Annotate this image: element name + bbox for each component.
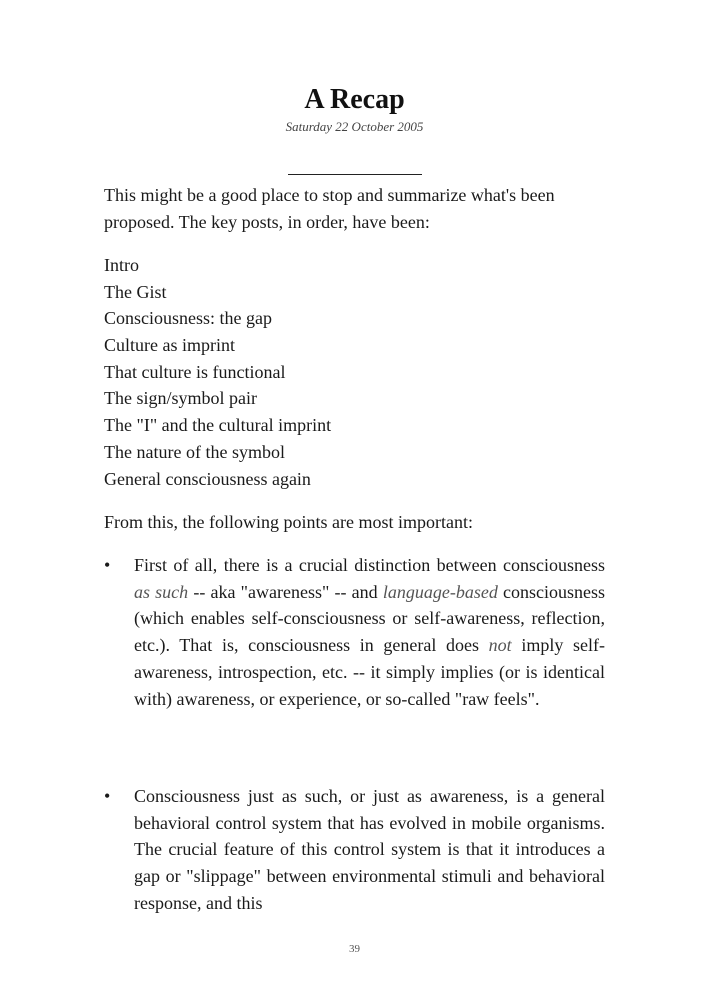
list-item: The "I" and the cultural imprint: [104, 415, 332, 436]
bullet-icon: •: [104, 786, 111, 806]
list-item: General consciousness again: [104, 468, 311, 489]
list-item: Culture as imprint: [104, 335, 235, 356]
page-title: A Recap: [304, 84, 405, 115]
list-item: That culture is functional: [104, 361, 286, 382]
post-date: Saturday 22 October 2005: [285, 119, 424, 134]
bullet-icon: •: [104, 555, 111, 575]
list-item: The sign/symbol pair: [104, 388, 257, 409]
page-number: 39: [349, 943, 360, 955]
bullet-point-2: [104, 783, 605, 917]
list-item: Intro: [104, 255, 139, 275]
list-item: The Gist: [104, 281, 167, 302]
emphasis: language-based: [382, 581, 498, 602]
title-divider: [288, 174, 422, 175]
bullet-text: First of all, there is a crucial distinction between consciousness as such -- aka "awareness" -- and language-based consciousness (which enables self-consciousness or self-awareness, reflection, etc.). That is, consciousness in general does not imply self-awareness, introspection, etc. -- it simply implies (or is identical with) awareness, or experience, or so-called "raw feels".: [134, 555, 605, 709]
emphasis: not: [488, 635, 512, 656]
bullet-point-1: [104, 552, 605, 712]
intro-paragraph: This might be a good place to stop and summarize what's been proposed. The key posts, in order, have been:: [104, 185, 555, 232]
list-item: Consciousness: the gap: [104, 308, 272, 329]
points-lead-paragraph: From this, the following points are most important:: [104, 512, 473, 532]
emphasis: as such: [134, 581, 189, 602]
bullet-text: Consciousness just as such, or just as awareness, is a general behavioral control system that has evolved in mobile organisms. The crucial feature of this control system is that it introduces a gap or "slippage" between environmental stimuli and behavioral response, and this: [134, 786, 605, 913]
key-posts-list: [104, 252, 605, 492]
list-item: The nature of the symbol: [104, 441, 285, 462]
